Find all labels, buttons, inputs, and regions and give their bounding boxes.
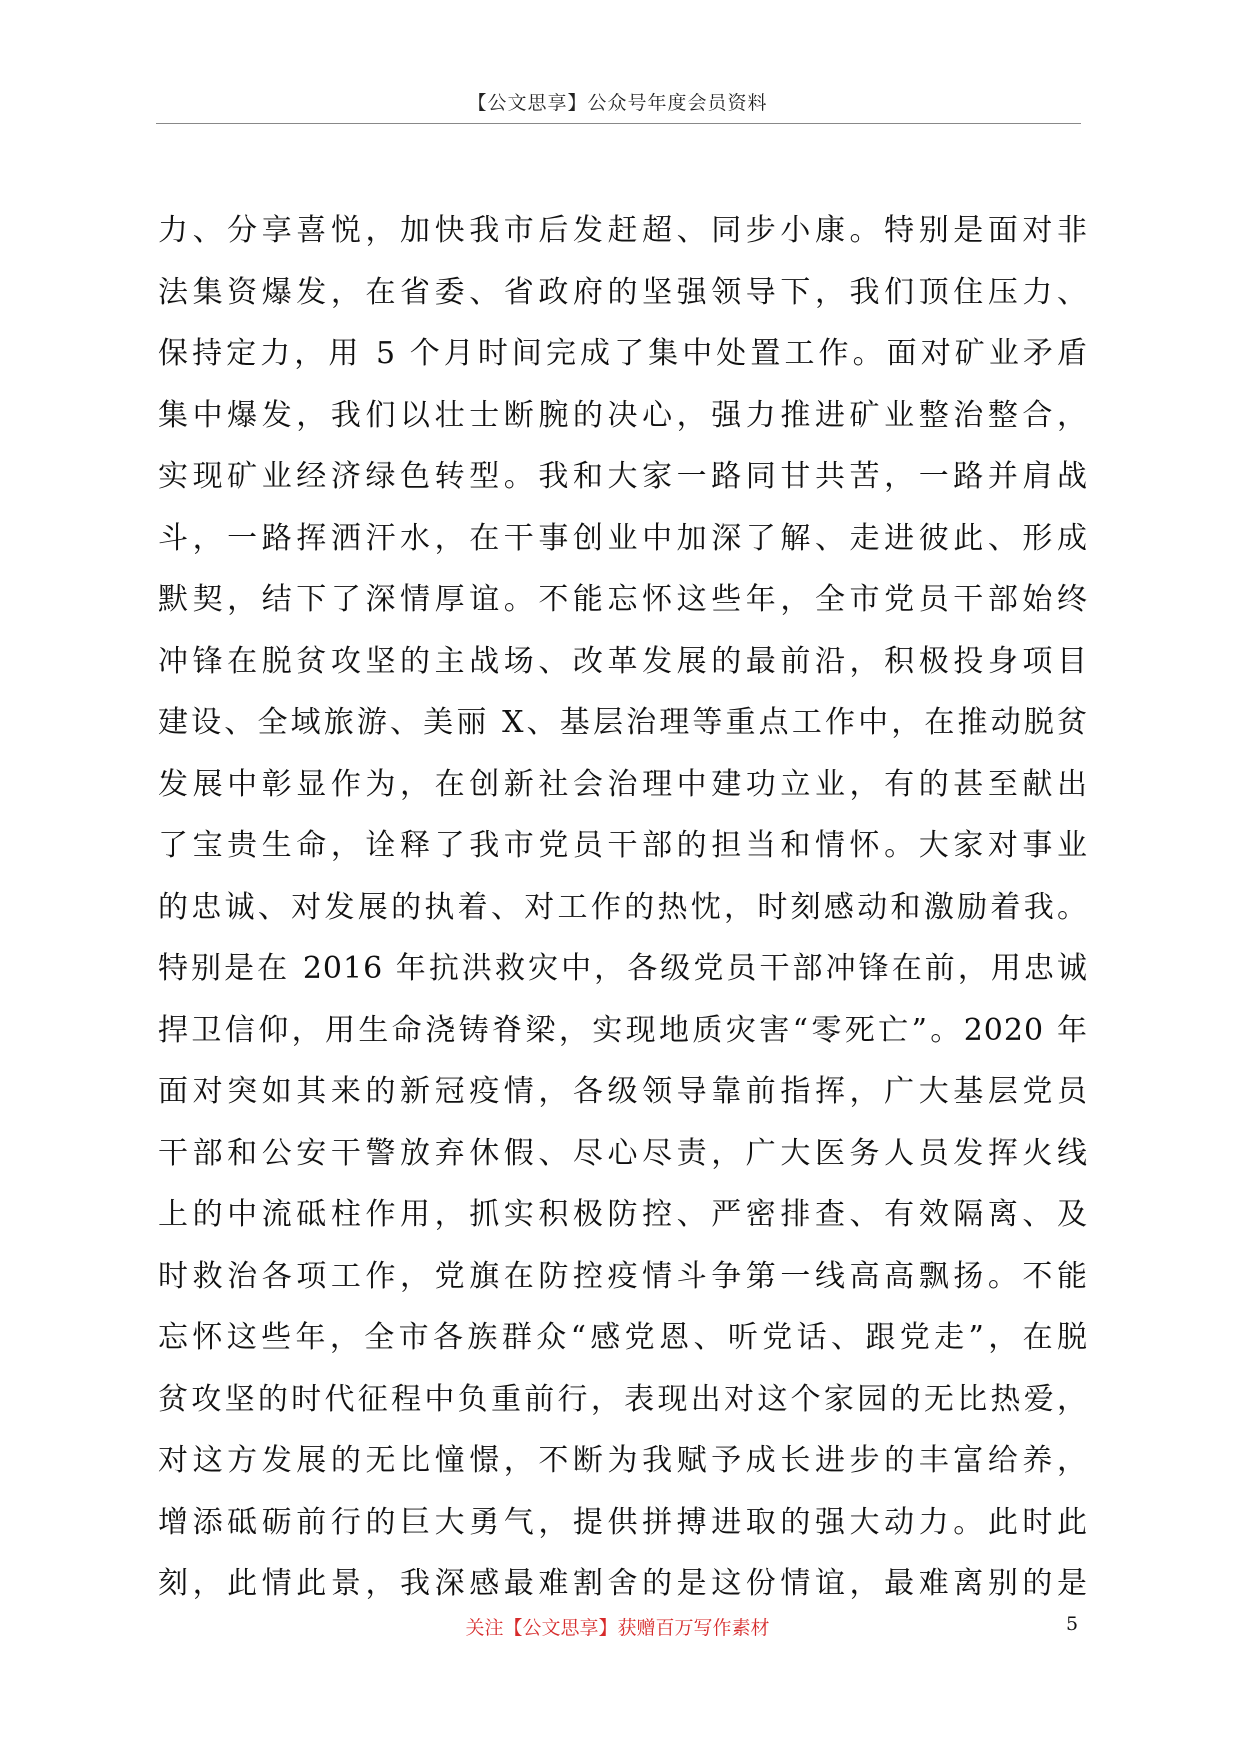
body-line: 法集资爆发，在省委、省政府的坚强领导下，我们顶住压力、 xyxy=(158,274,1088,310)
body-line: 刻，此情此景，我深感最难割舍的是这份情谊，最难离别的是 xyxy=(158,1566,1088,1601)
body-line: 时救治各项工作，党旗在防控疫情斗争第一线高高飘扬。不能 xyxy=(158,1258,1088,1294)
body-line: 特别是在 2016 年抗洪救灾中，各级党员干部冲锋在前，用忠诚 xyxy=(158,951,1088,986)
body-line: 增添砥砺前行的巨大勇气，提供拼搏进取的强大动力。此时此 xyxy=(158,1504,1088,1540)
body-line: 建设、全域旅游、美丽 X、基层治理等重点工作中，在推动脱贫 xyxy=(158,705,1088,740)
page-header: 【公文思享】公众号年度会员资料 xyxy=(467,92,768,114)
body-line: 冲锋在脱贫攻坚的主战场、改革发展的最前沿，积极投身项目 xyxy=(158,643,1088,679)
body-line: 捍卫信仰，用生命浇铸脊梁，实现地质灾害“零死亡”。2020 年 xyxy=(158,1012,1088,1048)
body-line: 贫攻坚的时代征程中负重前行，表现出对这个家园的无比热爱， xyxy=(158,1381,1088,1417)
body-line: 干部和公安干警放弃休假、尽心尽责，广大医务人员发挥火线 xyxy=(158,1135,1088,1171)
header-divider xyxy=(156,123,1081,124)
body-line: 对这方发展的无比憧憬，不断为我赋予成长进步的丰富给养， xyxy=(158,1443,1088,1478)
body-text xyxy=(158,200,1088,1615)
body-line: 的忠诚、对发展的执着、对工作的热忱，时刻感动和激励着我。 xyxy=(158,889,1088,925)
body-line: 了宝贵生命，诠释了我市党员干部的担当和情怀。大家对事业 xyxy=(158,828,1088,863)
page-number: 5 xyxy=(1066,1613,1079,1635)
footer-promo: 关注【公文思享】获赠百万写作素材 xyxy=(465,1617,770,1639)
body-line: 实现矿业经济绿色转型。我和大家一路同甘共苦，一路并肩战 xyxy=(158,459,1088,494)
body-line: 忘怀这些年，全市各族群众“感党恩、听党话、跟党走”，在脱 xyxy=(158,1320,1088,1355)
body-line: 面对突如其来的新冠疫情，各级领导靠前指挥，广大基层党员 xyxy=(158,1074,1088,1109)
body-line: 斗，一路挥洒汗水，在干事创业中加深了解、走进彼此、形成 xyxy=(158,520,1088,556)
body-line: 上的中流砥柱作用，抓实积极防控、严密排查、有效隔离、及 xyxy=(158,1197,1088,1232)
body-line: 保持定力，用 5 个月时间完成了集中处置工作。面对矿业矛盾 xyxy=(158,336,1088,371)
body-line: 集中爆发，我们以壮士断腕的决心，强力推进矿业整治整合， xyxy=(158,397,1088,433)
body-line: 默契，结下了深情厚谊。不能忘怀这些年，全市党员干部始终 xyxy=(158,582,1088,617)
body-line: 发展中彰显作为，在创新社会治理中建功立业，有的甚至献出 xyxy=(158,766,1088,802)
body-line: 力、分享喜悦，加快我市后发赶超、同步小康。特别是面对非 xyxy=(158,213,1088,248)
